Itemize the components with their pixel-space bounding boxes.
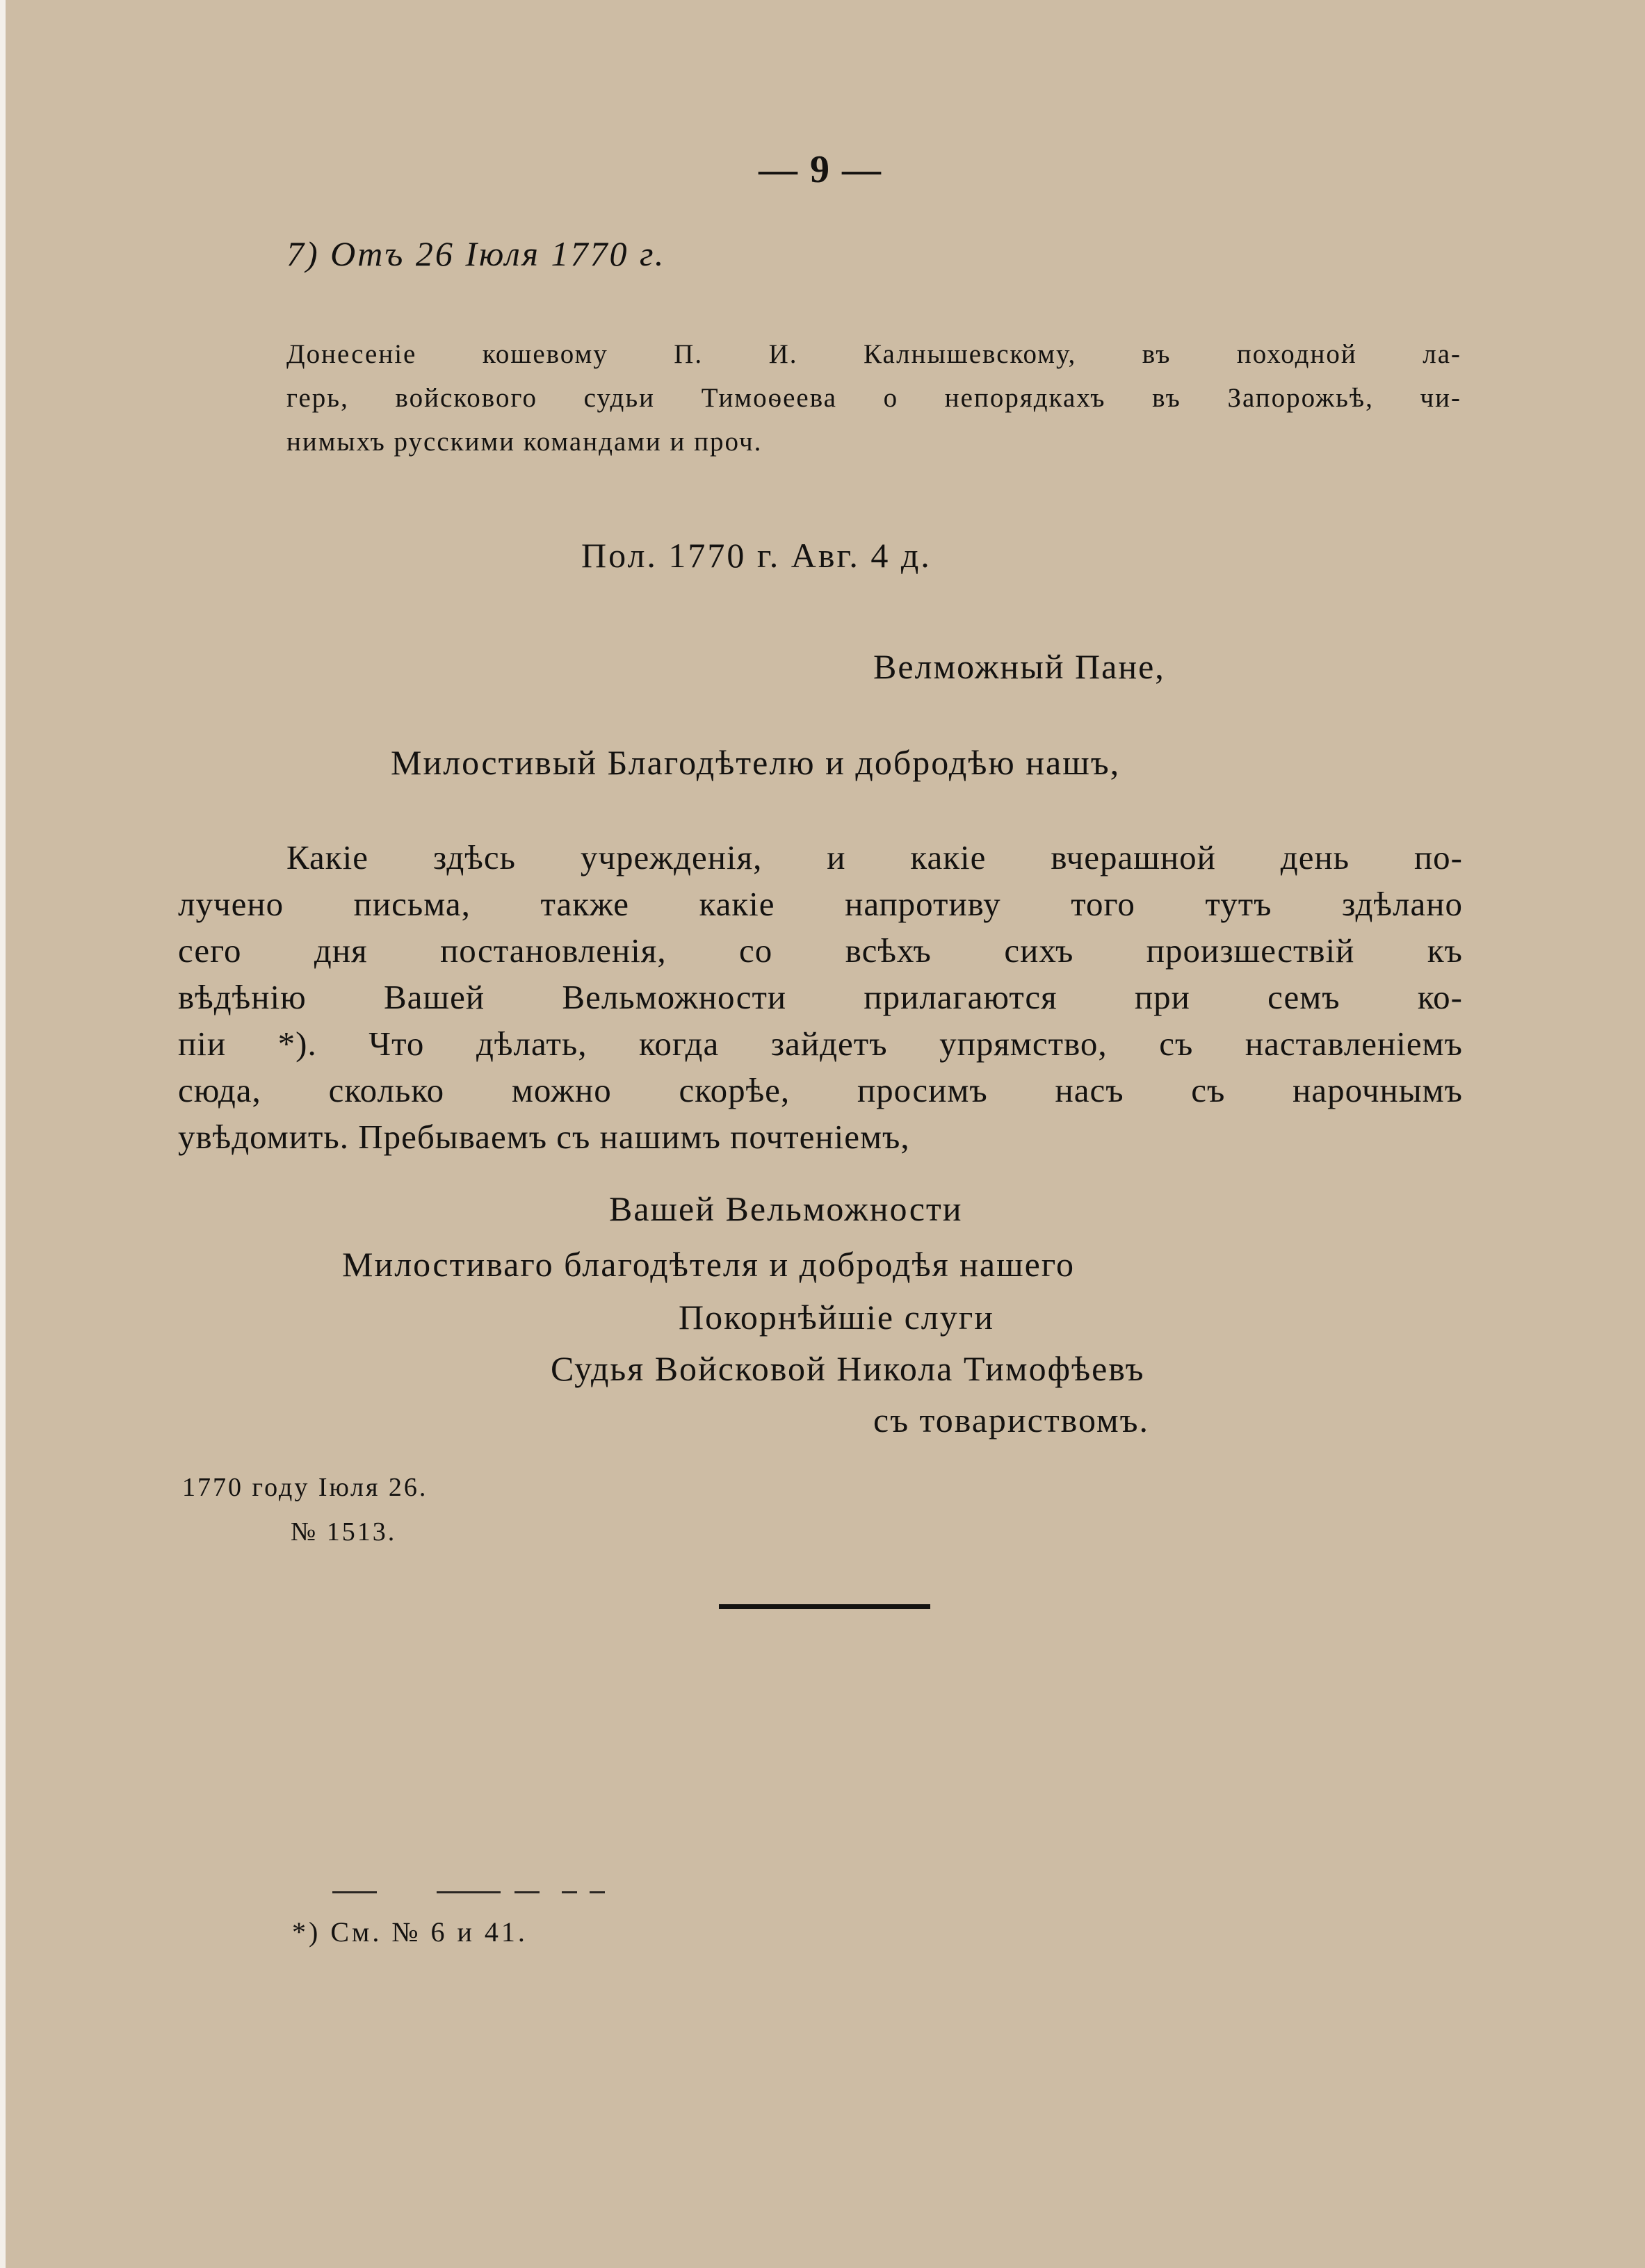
signature-line: Вашей Вельможности: [609, 1189, 963, 1228]
letter-date: 1770 году Іюля 26.: [182, 1473, 428, 1502]
document-title: 7) Отъ 26 Іюля 1770 г.: [286, 234, 666, 273]
salutation-line: Велможный Пане,: [873, 647, 1165, 686]
body-line: вѣдѣнію Вашей Вельможности прилагаются при семъ ко-: [178, 978, 1463, 1016]
body-line: сего дня постановленія, со всѣхъ сихъ произшествій къ: [178, 931, 1463, 970]
footnote-separator: [437, 1891, 501, 1893]
received-note: Пол. 1770 г. Авг. 4 д.: [581, 536, 932, 575]
section-divider: [719, 1604, 930, 1609]
letter-number: № 1513.: [291, 1517, 397, 1547]
summary-line: Донесеніе кошевому П. И. Калнышевскому, въ походной ла-: [286, 339, 1461, 369]
signature-line: съ товариствомъ.: [873, 1401, 1149, 1439]
footnote-separator: [562, 1891, 577, 1893]
body-line: лучено письма, также какіе напротиву того тутъ здѣлано: [178, 885, 1463, 923]
signature-line: Милостиваго благодѣтеля и добродѣя нашего: [342, 1245, 1076, 1284]
summary-line: нимыхъ русскими командами и проч.: [286, 427, 763, 457]
document-summary: [286, 332, 1461, 464]
body-line: Какіе здѣсь учрежденія, и какіе вчерашной день по-: [286, 838, 1463, 876]
footnote-separator: [332, 1891, 377, 1893]
salutation-line: Милостивый Благодѣтелю и добродѣю нашъ,: [391, 743, 1121, 782]
signature-line: Судья Войсковой Никола Тимофѣевъ: [551, 1349, 1145, 1388]
footnote: *) См. № 6 и 41.: [292, 1916, 528, 1948]
footnote-separator: [514, 1891, 540, 1893]
page-edge: [0, 0, 6, 2268]
letter-body: [178, 834, 1463, 1160]
footnote-separator: [590, 1891, 605, 1893]
signature-line: Покорнѣйшіе слуги: [679, 1298, 995, 1337]
body-line: сюда, сколько можно скорѣе, просимъ насъ съ нарочнымъ: [178, 1071, 1463, 1109]
summary-line: герь, войскового судьи Тимоѳеева о непорядкахъ въ Запорожьѣ, чи-: [286, 383, 1461, 413]
page-number: — 9 —: [759, 148, 882, 191]
body-line: піи *). Что дѣлать, когда зайдетъ упрямство, съ наставленіемъ: [178, 1025, 1463, 1063]
body-line: увѣдомить. Пребываемъ съ нашимъ почтеніемъ,: [178, 1118, 910, 1156]
